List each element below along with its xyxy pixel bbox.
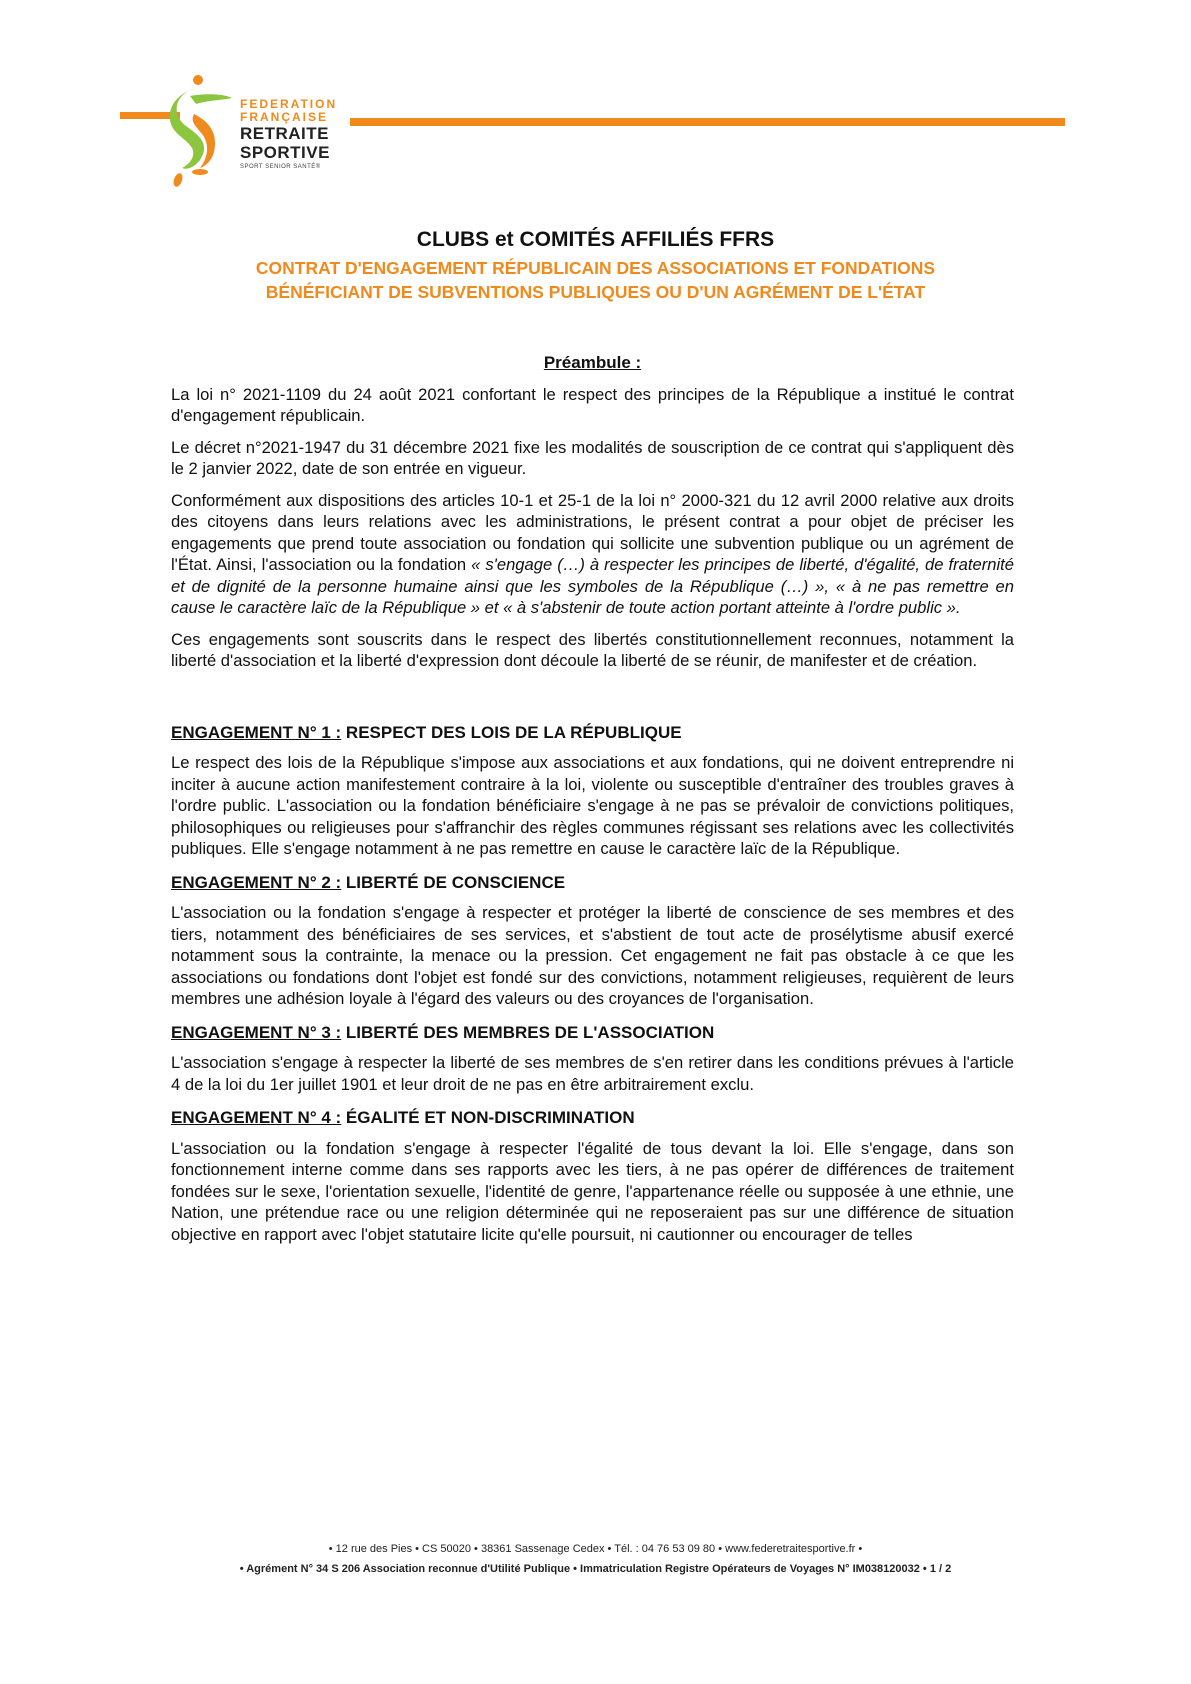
engagement-1-number: ENGAGEMENT N° 1 : — [171, 722, 342, 742]
preamble-paragraph-2: Le décret n°2021-1947 du 31 décembre 2021 fixe les modalités de souscription de ce contrat qui s'appliquent dès le 2 janvier 2022, date de son entrée en vigueur. — [171, 437, 1014, 478]
preamble-paragraph-3 — [171, 490, 1014, 619]
engagement-3-title: LIBERTÉ DES MEMBRES DE L'ASSOCIATION — [341, 1022, 715, 1042]
preamble-heading: Préambule : — [543, 353, 642, 372]
subtitle-line-1: CONTRAT D'ENGAGEMENT RÉPUBLICAIN DES ASSOCIATIONS ET FONDATIONS — [255, 258, 936, 278]
logo-line-retraite: RETRAITE — [240, 124, 329, 143]
logo-line-sportive: SPORTIVE — [240, 143, 330, 162]
engagement-4-heading — [171, 1107, 1014, 1129]
document-body — [171, 352, 1014, 1255]
engagement-2-title: LIBERTÉ DE CONSCIENCE — [341, 872, 566, 892]
preamble-paragraph-1: La loi n° 2021-1109 du 24 août 2021 confortant le respect des principes de la République a institué le contrat d'engagement républicain. — [171, 384, 1014, 425]
section-spacer — [171, 682, 1014, 710]
document-subtitle — [0, 256, 1191, 304]
footer-address-line: • 12 rue des Pies • CS 50020 • 38361 Sassenage Cedex • Tél. : 04 76 53 09 80 • www.federetraitesportive.fr • — [328, 1543, 863, 1555]
engagement-2-text: L'association ou la fondation s'engage à respecter et protéger la liberté de conscience de ses membres et des tiers, notamment des bénéficiaires de ses services, et s'abstient de tout acte de prosélytisme abusif exercé notamment sous la contrainte, la menace ou la pression. Cet engagement ne fait pas obstacle à ce que les associations ou fondations dont l'objet est fondé sur des convictions, notamment religieuses, requièrent de leurs membres une adhésion loyale à l'égard des valeurs ou des croyances de l'organisation. — [171, 903, 1014, 1008]
engagement-4-text: L'association ou la fondation s'engage à respecter l'égalité de tous devant la loi. Elle s'engage, dans son fonctionnement interne comme dans ses rapports avec les tiers, à ne pas opérer de différences de traitement fondées sur le sexe, l'orientation sexuelle, l'identité de genre, l'appartenance réelle ou supposée à une ethnie, une Nation, une prétendue race ou une religion déterminée qui ne reposeraient pas sur une différence de situation objective en rapport avec l'objet statutaire licite qu'elle poursuit, ni cautionner ou encourager de telles — [171, 1138, 1014, 1244]
engagement-3-heading — [171, 1022, 1014, 1044]
document-title: CLUBS et COMITÉS AFFILIÉS FFRS — [416, 228, 775, 251]
engagement-3-number: ENGAGEMENT N° 3 : — [171, 1022, 342, 1042]
logo-line-tagline: SPORT SENIOR SANTÉ® — [240, 164, 321, 170]
footer-registration-line: • Agrément N° 34 S 206 Association reconnue d'Utilité Publique • Immatriculation Registre Opérateurs de Voyages N° IM038120032 • 1 / 2 — [239, 1563, 952, 1575]
logo-line-francaise: FRANÇAISE — [240, 110, 329, 124]
engagement-2-heading — [171, 872, 1014, 894]
preamble-p3-quote: « s'engage (…) à respecter les principes de liberté, d'égalité, de fraternité et de dignité de la personne humaine ainsi que les symboles de la République (…) », « à ne pas remettre en cause le caractère laïc de la République » et « à s'abstenir de toute action portant atteinte à l'ordre public ». — [171, 555, 1014, 617]
engagement-1-heading — [171, 722, 1014, 744]
logo-wordmark — [240, 98, 380, 170]
engagement-3-text: L'association s'engage à respecter la liberté de ses membres de s'en retirer dans les conditions prévues à l'article 4 de la loi du 1er juillet 1901 et leur droit de ne pas en être arbitrairement exclu. — [171, 1053, 1014, 1094]
engagement-4-title: ÉGALITÉ ET NON-DISCRIMINATION — [341, 1108, 635, 1127]
preamble-paragraph-4: Ces engagements sont souscrits dans le respect des libertés constitutionnellement reconnues, notamment la liberté d'association et la liberté d'expression dont découle la liberté de se réunir, de manifester et de création. — [171, 629, 1014, 670]
engagement-4-number: ENGAGEMENT N° 4 : — [171, 1108, 342, 1127]
engagement-1-title: RESPECT DES LOIS DE LA RÉPUBLIQUE — [341, 722, 682, 742]
logo-line-federation: FEDERATION — [240, 97, 338, 111]
engagement-1-text: Le respect des lois de la République s'impose aux associations et aux fondations, qui ne doivent entreprendre ni inciter à aucune action manifestement contraire à la loi, violente ou susceptible d'entraîner des troubles graves à l'ordre public. L'association ou la fondation bénéficiaire s'engage à ne pas se prévaloir de convictions politiques, philosophiques ou religieuses pour s'affranchir des règles communes régissant ses relations avec les collectivités publiques. Elle s'engage notamment à ne pas remettre en cause le caractère laïc de la République. — [171, 753, 1014, 858]
subtitle-line-2: BÉNÉFICIANT DE SUBVENTIONS PUBLIQUES OU D'UN AGRÉMENT DE L'ÉTAT — [265, 282, 926, 302]
header-rule-right — [350, 118, 1065, 126]
page-footer — [0, 1539, 1191, 1579]
engagement-2-number: ENGAGEMENT N° 2 : — [171, 872, 342, 892]
preamble-p3-text: Conformément aux dispositions des articles 10-1 et 25-1 de la loi n° 2000-321 du 12 avril 2000 relative aux droits des citoyens dans leurs relations avec les administrations, le présent contrat a pour objet de préciser les engagements que prend toute association ou fondation qui sollicite une subvention publique ou un agrément de l'État. Ainsi, l'association ou la fondation — [171, 490, 1014, 574]
